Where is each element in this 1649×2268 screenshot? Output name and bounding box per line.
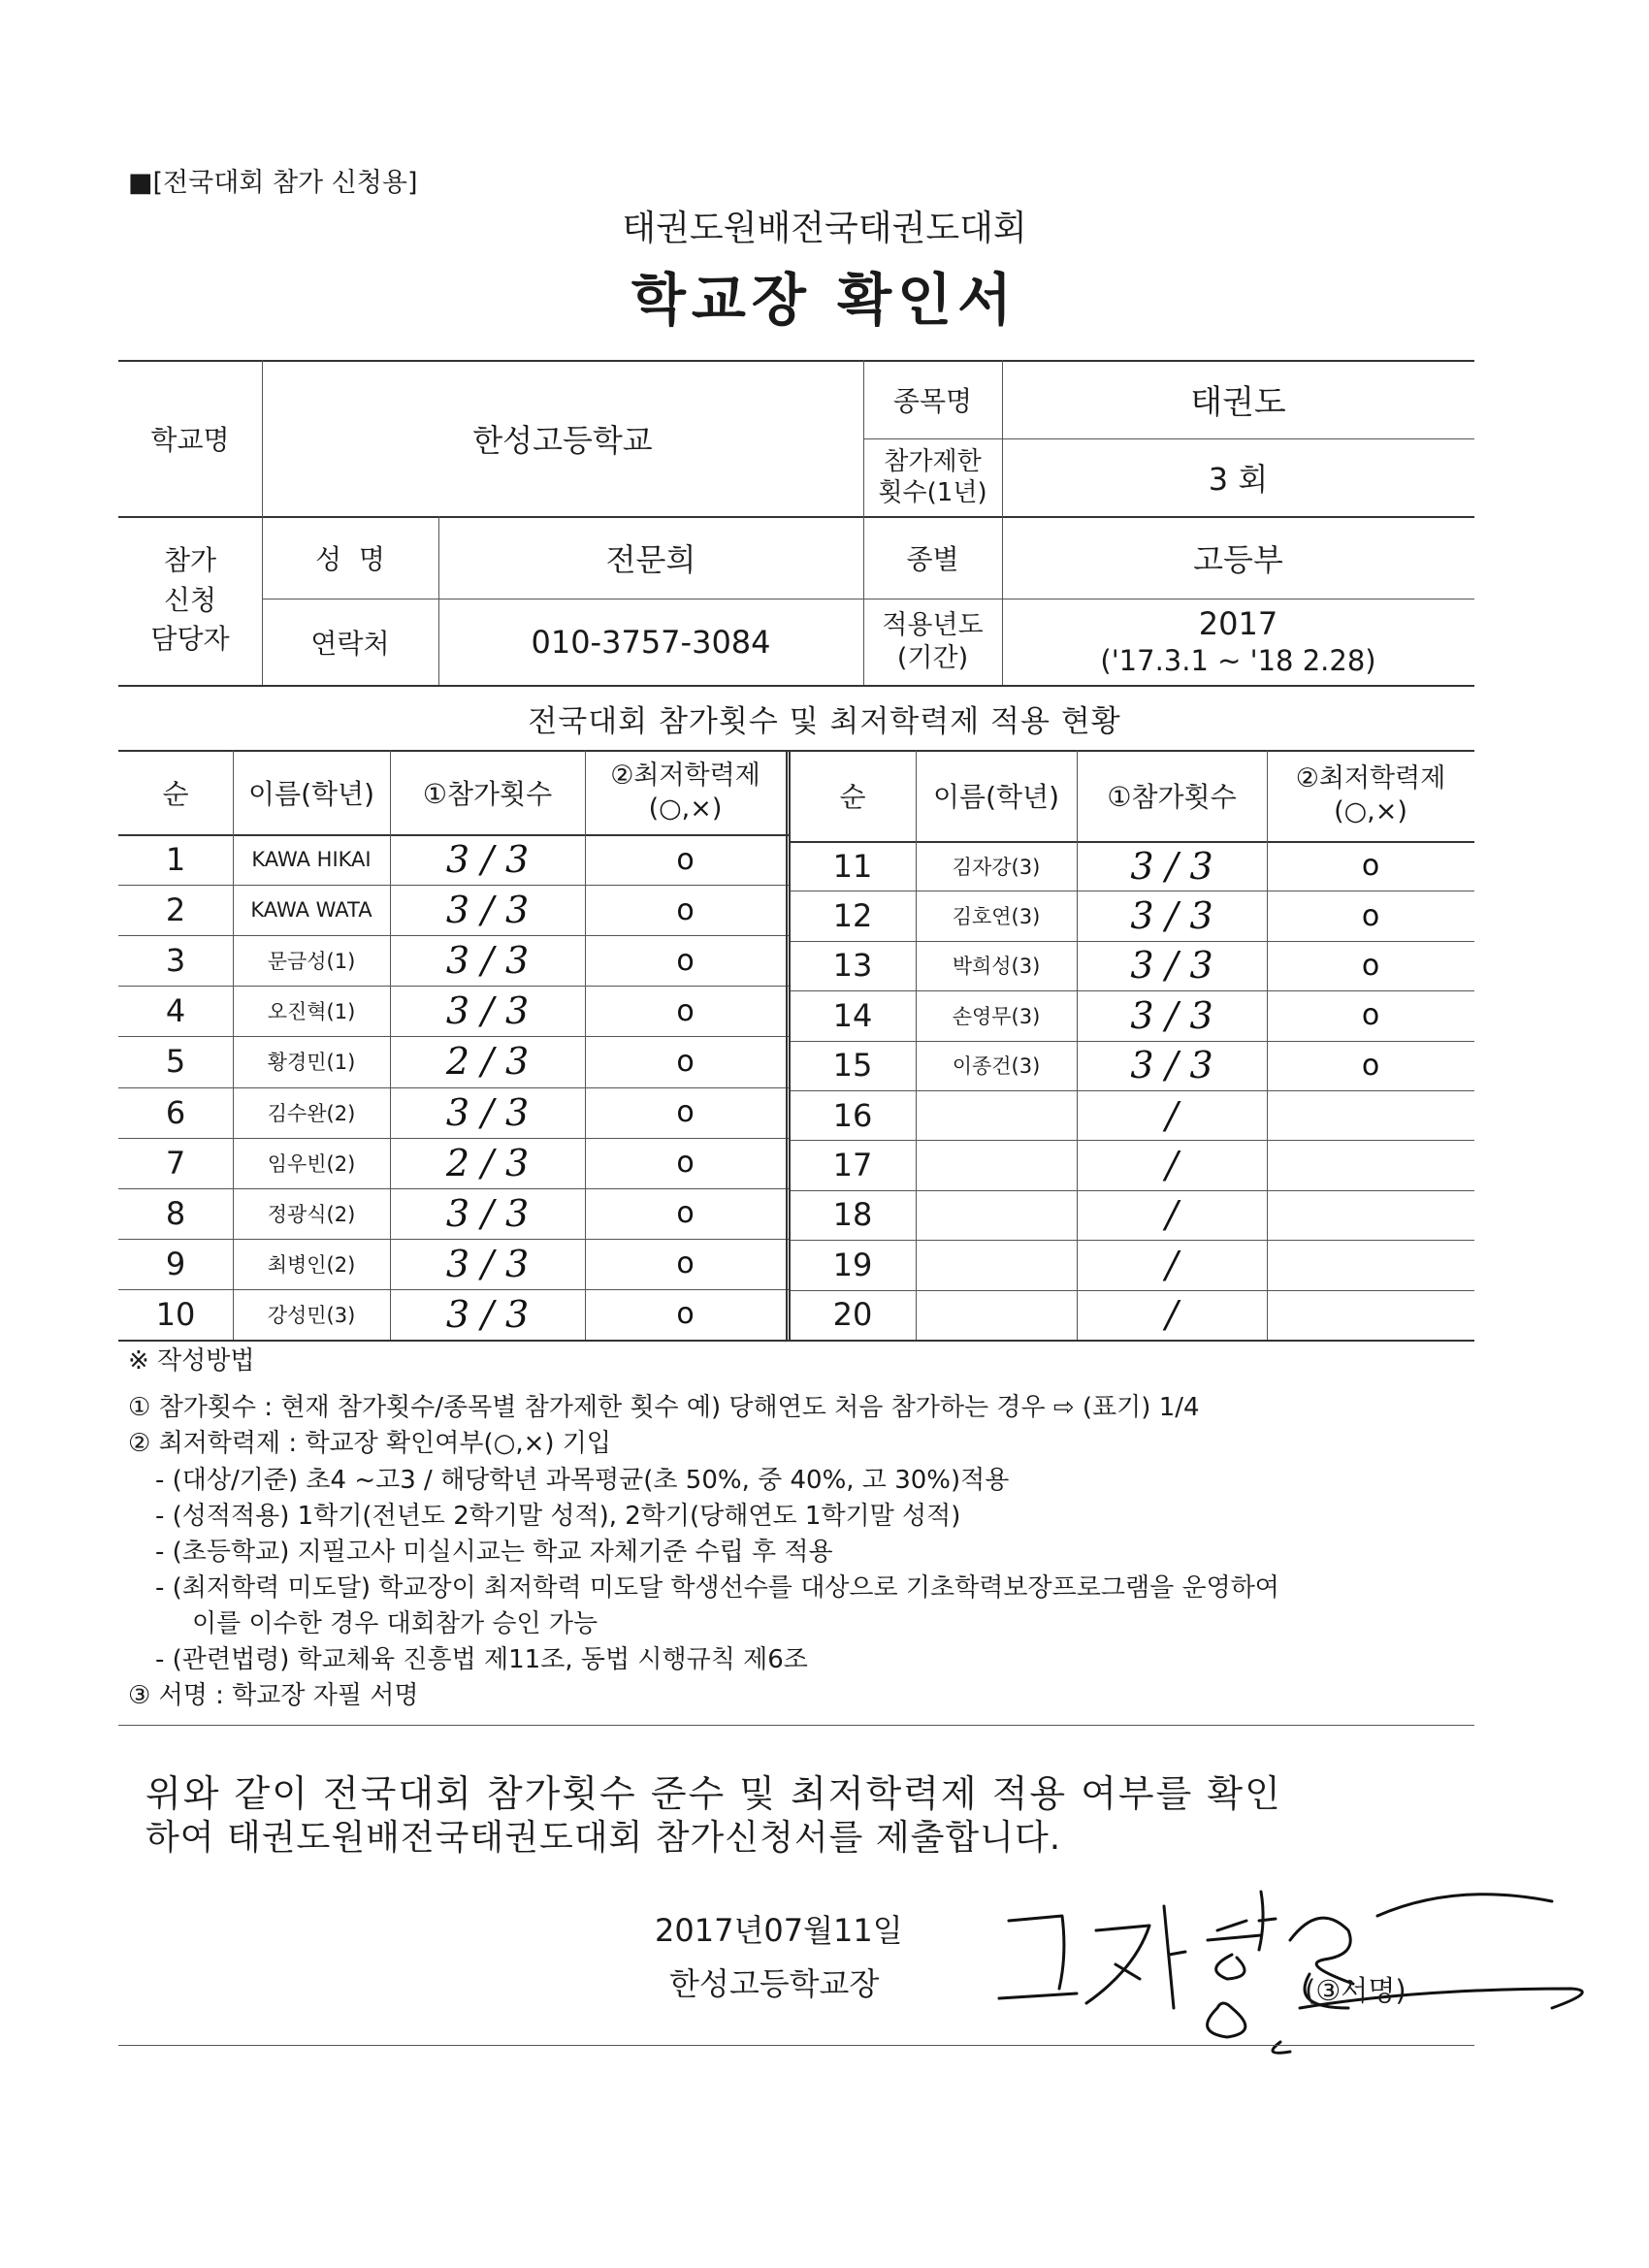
row-name: 문금성(1) [267,950,356,974]
apply-year-value [1002,599,1474,685]
row-name: 최병인(2) [267,1252,356,1277]
row-no: 5 [165,1043,186,1081]
row-count: 3 / 3 [445,889,530,932]
row-min: o [676,1247,695,1281]
row-count: 3 / 3 [1130,1044,1213,1087]
sport-value: 태권도 [1190,383,1286,422]
row-no: 18 [832,1196,873,1234]
row-no: 16 [832,1096,873,1134]
left-col-count-header: ①참가횟수 [422,777,553,810]
right-col-min-header-line2: (○,×) [1334,796,1407,826]
row-count: 3 / 3 [1130,894,1213,938]
left-col-name-header: 이름(학년) [247,777,375,810]
note-elementary-school: - (초등학교) 지필고사 미실시교는 학교 자체기준 수립 후 적용 [155,1538,833,1567]
row-count: / [1165,1093,1179,1137]
participation-limit-label-line2: 횟수(1년) [878,478,987,507]
row-no: 14 [832,996,873,1034]
note-target-criteria: - (대상/기준) 초4 ~고3 / 해당학년 과목평균(초 50%, 중 40%, 고 30%)적용 [155,1466,1010,1495]
row-no: 15 [832,1047,873,1085]
row-name: 김자강(3) [952,855,1041,879]
row-name: 손영무(3) [952,1004,1041,1028]
row-no: 19 [832,1246,873,1283]
row-count: 2 / 3 [445,1040,530,1084]
row-no: 11 [832,847,873,885]
left-col-min-header-line1: ②최저학력제 [610,760,760,791]
note-related-law: - (관련법령) 학교체육 진흥법 제11조, 동법 시행규칙 제6조 [155,1645,808,1674]
row-no: 10 [155,1295,196,1333]
row-no: 1 [165,841,186,879]
applicant-label-line2: 신청 [163,583,217,616]
row-name: 강성민(3) [267,1303,356,1327]
apply-year-value-line2: ('17.3.1 ~ '18 2.28) [1100,644,1376,678]
row-no: 4 [165,992,186,1030]
row-count: 3 / 3 [445,989,530,1033]
participation-limit-label-line1: 참가제한 [884,446,982,476]
row-name: 임우빈(2) [267,1151,356,1176]
row-min: o [1361,948,1380,983]
row-min: o [1361,998,1380,1033]
form-tag: ■[전국대회 참가 신청용] [128,168,418,198]
row-count: / [1165,1293,1179,1337]
row-min: o [676,1044,695,1079]
row-count: 3 / 3 [445,939,530,983]
participation-limit-value: 3 회 [1208,461,1269,498]
row-min [1267,1090,1474,1140]
row-name [916,1090,1077,1140]
row-count: 3 / 3 [445,1191,530,1235]
row-min: o [1361,1048,1380,1083]
row-min: o [1361,898,1380,933]
apply-year-label-line1: 적용년도 [882,609,984,640]
confirm-line-1: 위와 같이 전국대회 참가횟수 준수 및 최저학력제 적용 여부를 확인 [146,1772,1282,1815]
apply-year-value-line1: 2017 [1198,605,1278,643]
contact-label: 연락처 [310,627,390,660]
right-col-min-header-line1: ②최저학력제 [1295,763,1446,794]
sign-date: 2017년07월11일 [655,1912,903,1949]
document-title: 학교장 확인서 [630,267,1018,333]
sport-label: 종목명 [892,384,973,417]
name-value: 전문희 [605,540,696,578]
school-value: 한성고등학교 [472,421,653,459]
applicant-label-line3: 담당자 [150,623,230,656]
row-name: 정광식(2) [267,1202,356,1226]
row-count: / [1165,1193,1179,1237]
row-count: 3 / 3 [445,1242,530,1285]
apply-year-label-line2: (기간) [896,642,969,673]
row-min: o [676,1146,695,1181]
row-name: 김호연(3) [952,905,1041,929]
row-count: / [1165,1144,1179,1187]
row-name: 오진혁(1) [267,1000,356,1024]
left-col-min-header-line2: (○,×) [648,793,723,824]
row-count: 3 / 3 [445,1292,530,1336]
note-min-academic: ② 최저학력제 : 학교장 확인여부(○,×) 기입 [128,1429,612,1458]
row-name: KAWA WATA [250,898,372,923]
row-name: KAWA HIKAI [251,848,372,872]
row-count: 3 / 3 [1130,944,1213,988]
status-title: 전국대회 참가횟수 및 최저학력제 적용 현황 [528,704,1121,739]
row-min [1267,1290,1474,1340]
note-grade-application: - (성적적용) 1학기(전년도 2학기말 성적), 2학기(당해연도 1학기말 성적) [155,1502,961,1531]
row-count: 3 / 3 [1130,844,1213,888]
row-name [916,1140,1077,1189]
row-no: 7 [165,1144,186,1182]
row-min: o [676,1297,695,1332]
notes-heading: ※ 작성방법 [128,1346,255,1376]
row-no: 13 [832,947,873,985]
applicant-label-line1: 참가 [163,544,217,577]
row-count: 3 / 3 [445,1090,530,1134]
handwritten-signature [970,1863,1610,2066]
right-col-count-header: ①참가횟수 [1107,781,1237,813]
contact-value: 010-3757-3084 [531,623,771,661]
note-below-minimum: - (최저학력 미도달) 학교장이 최저학력 미도달 학생선수를 대상으로 기초학력보장프로그램을 운영하여 [155,1573,1279,1603]
row-count: 2 / 3 [445,1141,530,1184]
division-value: 고등부 [1193,540,1283,578]
participation-limit-label [863,438,1002,516]
event-title: 태권도원배전국태권도대회 [622,209,1027,248]
row-min: o [676,892,695,927]
row-min: o [676,943,695,978]
right-col-min-header [1267,750,1474,841]
row-no: 2 [165,891,186,929]
row-name: 김수완(2) [267,1101,356,1125]
row-min [1267,1240,1474,1289]
row-min [1267,1190,1474,1240]
row-name [916,1290,1077,1340]
apply-year-label [863,599,1002,685]
school-label: 학교명 [150,423,230,456]
row-name [916,1190,1077,1240]
name-label: 성 명 [315,542,385,575]
row-min: o [1361,849,1380,884]
row-no: 8 [165,1194,186,1232]
left-col-no-header: 순 [162,777,189,810]
right-col-no-header: 순 [839,781,866,813]
row-name: 황경민(1) [267,1051,356,1075]
row-min: o [676,993,695,1028]
row-no: 6 [165,1093,186,1131]
note-participation-count: ① 참가횟수 : 현재 참가횟수/종목별 참가제한 횟수 예) 당해연도 처음 참가하는 경우 ⇨ (표기) 1/4 [128,1393,1200,1422]
note-below-minimum-cont: 이를 이수한 경우 대회참가 승인 가능 [192,1609,598,1638]
row-min: o [676,1196,695,1231]
row-no: 17 [832,1147,873,1184]
right-col-name-header: 이름(학년) [932,781,1060,813]
row-no: 12 [832,897,873,935]
signature-label: (③서명) [1305,1974,1406,2007]
row-min: o [676,1095,695,1130]
confirm-line-2: 하여 태권도원배전국태권도대회 참가신청서를 제출합니다. [146,1818,1062,1858]
row-count: 3 / 3 [445,838,530,882]
applicant-label [118,516,262,685]
left-col-min-header [585,750,786,834]
principal-title: 한성고등학교장 [669,1965,880,2002]
row-min: o [676,842,695,877]
note-signature: ③ 서명 : 학교장 자필 서명 [128,1681,419,1710]
row-no: 9 [165,1245,186,1282]
row-name: 박희성(3) [952,955,1041,979]
row-name [916,1240,1077,1289]
row-no: 20 [832,1296,873,1334]
row-name: 이종건(3) [952,1054,1041,1079]
row-count: / [1165,1243,1179,1286]
row-count: 3 / 3 [1130,993,1213,1037]
row-min [1267,1140,1474,1189]
row-no: 3 [165,942,186,980]
division-label: 종별 [906,542,959,575]
